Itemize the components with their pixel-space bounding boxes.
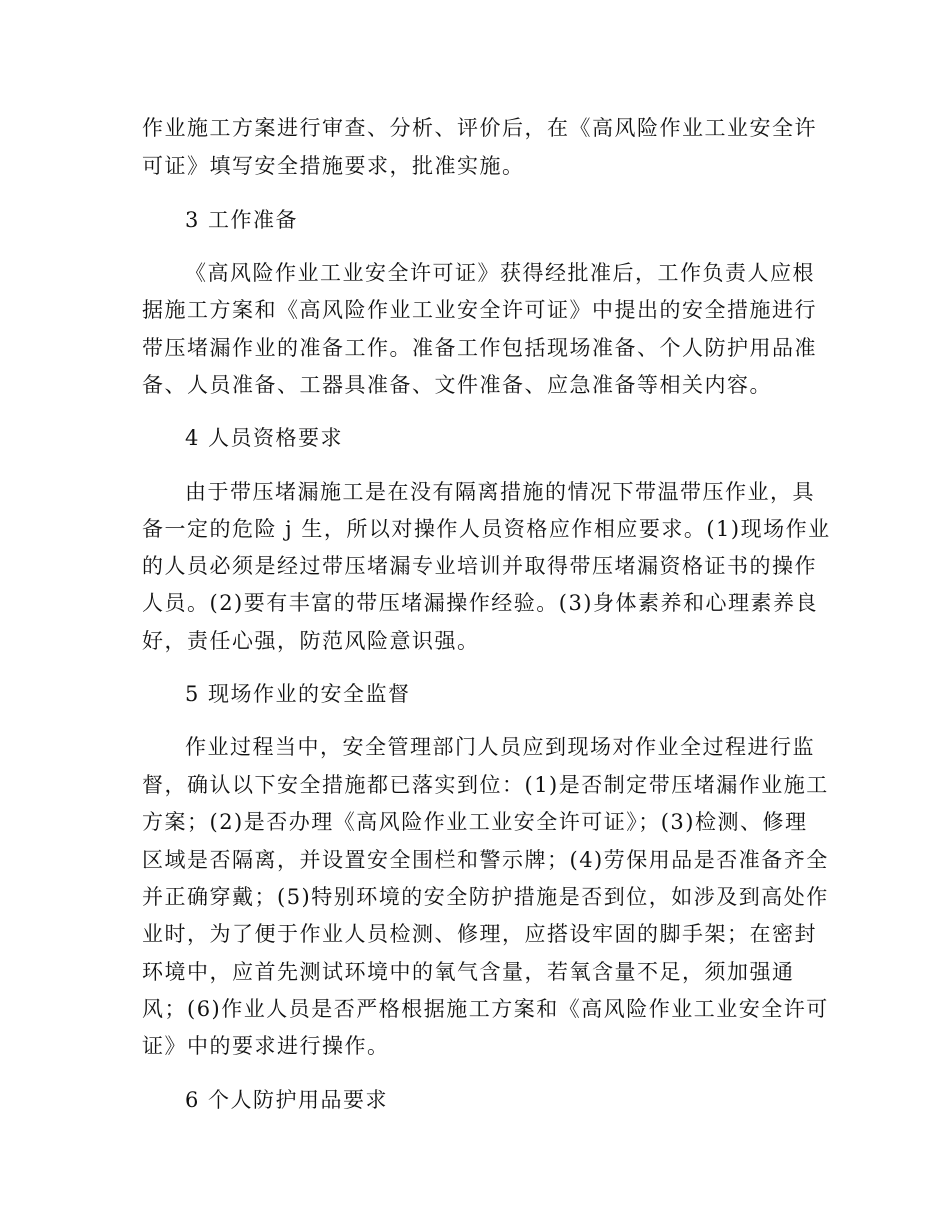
body-text-line: 备一定的危险 j 生，所以对操作人员资格应作相应要求。(1)现场作业 xyxy=(142,517,831,541)
body-text-line: 带压堵漏作业的准备工作。准备工作包括现场准备、个人防护用品准 xyxy=(142,336,817,360)
section-heading: 3 工作准备 xyxy=(185,208,299,232)
body-text-line: 作业施工方案进行审查、分析、评价后，在《高风险作业工业安全许 xyxy=(142,116,817,140)
body-text-line: 人员。(2)要有丰富的带压堵漏操作经验。(3)身体素养和心理素养良 xyxy=(142,591,818,615)
body-text-line: 方案；(2)是否办理《高风险作业工业安全许可证》；(3)检测、修理 xyxy=(142,810,808,834)
body-text-line: 好，责任心强，防范风险意识强。 xyxy=(142,629,480,653)
body-text-line: 环境中，应首先测试环境中的氧气含量，若氧含量不足，须加强通 xyxy=(142,960,795,984)
body-text-line: 区域是否隔离，并设置安全围栏和警示牌；(4)劳保用品是否准备齐全 xyxy=(142,848,829,872)
body-text-line: 据施工方案和《高风险作业工业安全许可证》中提出的安全措施进行 xyxy=(142,298,817,322)
body-text-line: 业时，为了便于作业人员检测、修理，应搭设牢固的脚手架；在密封 xyxy=(142,922,817,946)
body-text-line: 并正确穿戴；(5)特别环境的安全防护措施是否到位，如涉及到高处作 xyxy=(142,885,829,909)
body-text-line: 可证》填写安全措施要求，批准实施。 xyxy=(142,154,525,178)
body-text-line: 备、人员准备、工器具准备、文件准备、应急准备等相关内容。 xyxy=(142,373,772,397)
body-text-line: 督，确认以下安全措施都已落实到位：(1)是否制定带压堵漏作业施工 xyxy=(142,773,829,797)
section-heading: 4 人员资格要求 xyxy=(185,426,344,450)
body-text-line: 作业过程当中，安全管理部门人员应到现场对作业全过程进行监 xyxy=(185,735,815,759)
section-heading: 5 现场作业的安全监督 xyxy=(185,682,411,706)
body-text-line: 的人员必须是经过带压堵漏专业培训并取得带压堵漏资格证书的操作 xyxy=(142,554,817,578)
body-text-line: 证》中的要求进行操作。 xyxy=(142,1034,390,1058)
body-text-line: 风；(6)作业人员是否严格根据施工方案和《高风险作业工业安全许可 xyxy=(142,997,829,1021)
body-text-line: 由于带压堵漏施工是在没有隔离措施的情况下带温带压作业，具 xyxy=(185,480,815,504)
body-text-line: 《高风险作业工业安全许可证》获得经批准后，工作负责人应根 xyxy=(185,261,815,285)
section-heading: 6 个人防护用品要求 xyxy=(185,1088,389,1112)
